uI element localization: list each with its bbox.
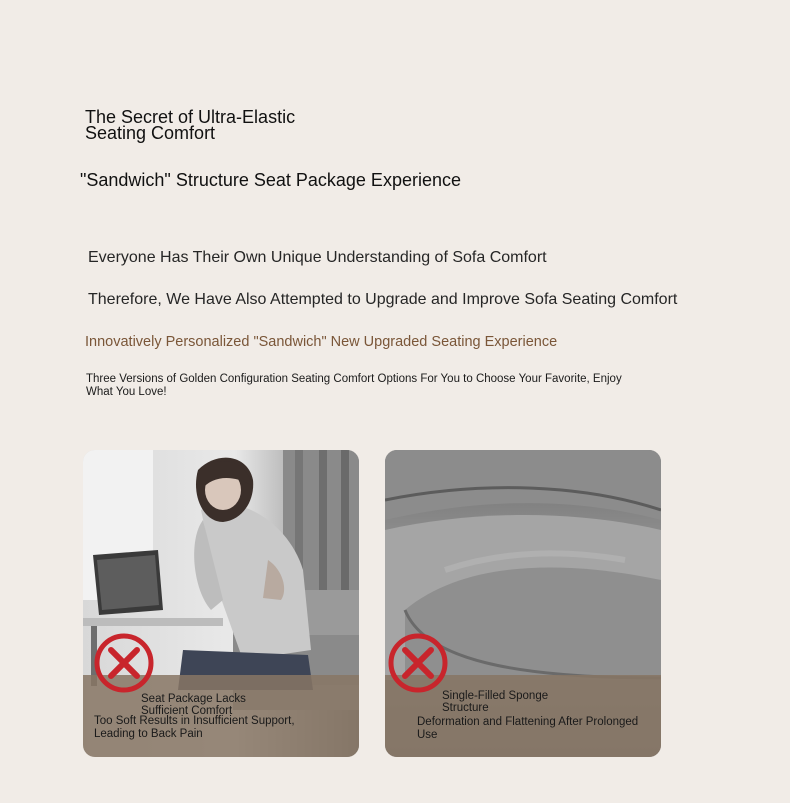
problem-card-flattening — [385, 450, 661, 757]
card-body: Too Soft Results in Insufficient Support, Leading to Back Pain — [94, 715, 295, 740]
card-body: Deformation and Flattening After Prolonged Use — [417, 716, 639, 741]
red-x-icon — [387, 632, 449, 694]
intro-accent-line: Innovatively Personalized "Sandwich" New Upgraded Seating Experience — [85, 334, 558, 350]
page-title: The Secret of Ultra-Elastic Seating Comfort — [85, 107, 296, 143]
intro-line-2: Therefore, We Have Also Attempted to Upgrade and Improve Sofa Seating Comfort — [88, 291, 678, 308]
intro-line-1: Everyone Has Their Own Unique Understanding of Sofa Comfort — [88, 249, 547, 266]
card-heading: Seat Package Lacks Sufficient Comfort — [141, 693, 246, 717]
red-x-icon — [93, 632, 155, 694]
page-subtitle: "Sandwich" Structure Seat Package Experience — [80, 170, 461, 190]
problem-card-back-pain — [83, 450, 359, 757]
card-heading: Single-Filled Sponge Structure — [442, 690, 549, 714]
intro-note: Three Versions of Golden Configuration Seating Comfort Options For You to Choose Your Favorite, Enjoy What You Love! — [86, 373, 622, 398]
